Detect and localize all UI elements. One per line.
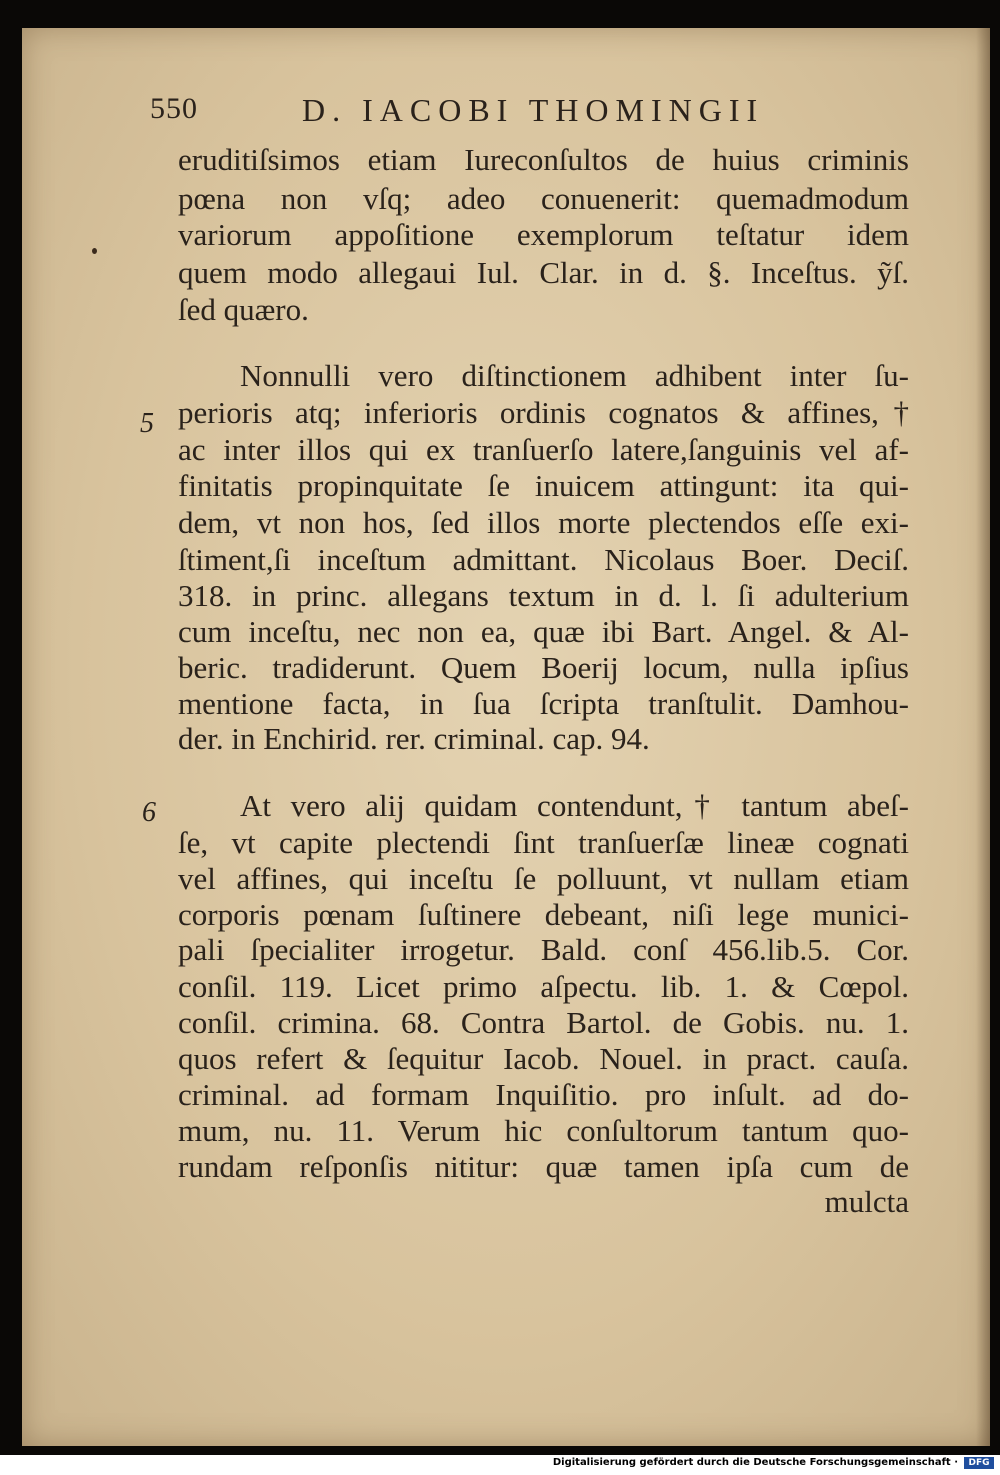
text-line: finitatis propinquitate ſe inuicem attingunt: ita qui-: [178, 468, 909, 503]
text-line: der. in Enchirid. rer. criminal. cap. 94.: [178, 721, 650, 756]
text-line: ſtiment,ſi inceſtum admittant. Nicolaus Boer. Deciſ.: [178, 542, 909, 577]
page-number: 550: [150, 92, 198, 125]
page-gutter-shadow: [976, 28, 990, 1446]
funding-credit: Digitalisierung gefördert durch die Deutsche Forschungsgemeinschaft ·: [552, 1457, 958, 1468]
running-title: D. IACOBI THOMINGII: [302, 92, 765, 128]
text-line: 318. in princ. allegans textum in d. l. ſi adulterium: [178, 578, 909, 613]
text-line: corporis pœnam ſuſtinere debeant, niſi lege munici-: [178, 897, 909, 932]
text-line: conſil. 119. Licet primo aſpectu. lib. 1. & Cœpol.: [178, 969, 909, 1004]
text-line: rundam reſponſis nititur: quæ tamen ipſa cum de: [178, 1149, 909, 1184]
text-line: cum inceſtu, nec non ea, quæ ibi Bart. Angel. & Al-: [178, 614, 909, 649]
text-line: ſe, vt capite plectendi ſint tranſuerſæ lineæ cognati: [178, 825, 909, 860]
text-line: mentione facta, in ſua ſcripta tranſtulit. Damhou-: [178, 686, 909, 721]
text-line: vel affines, qui inceſtu ſe polluunt, vt nullam etiam: [178, 861, 909, 896]
text-line: variorum appoſitione exemplorum teſtatur idem: [178, 217, 909, 252]
text-line: quem modo allegaui Iul. Clar. in d. §. Inceſtus. ỹſ.: [178, 255, 909, 290]
text-line: dem, vt non hos, ſed illos morte plectendos eſſe exi-: [178, 505, 909, 540]
paragraph-first-line: At vero alij quidam contendunt,† tantum abeſ-: [240, 788, 909, 823]
text-line: perioris atq; inferioris ordinis cognatos & affines,†: [178, 395, 909, 430]
paragraph-first-line: Nonnulli vero diſtinctionem adhibent inter ſu-: [240, 358, 909, 393]
margin-number-5: 5: [140, 408, 154, 439]
ink-speck: [92, 248, 97, 254]
text-line: quos refert & ſequitur Iacob. Nouel. in pract. cauſa.: [178, 1041, 909, 1076]
text-line: ac inter illos qui ex tranſuerſo latere,ſanguinis vel af-: [178, 432, 909, 467]
text-line: mum, nu. 11. Verum hic conſultorum tantum quo-: [178, 1113, 909, 1148]
text-line: beric. tradiderunt. Quem Boerij locum, nulla ipſius: [178, 650, 909, 685]
text-line: ſed quæro.: [178, 292, 309, 327]
margin-number-6: 6: [142, 797, 156, 828]
text-line: criminal. ad formam Inquiſitio. pro inſult. ad do-: [178, 1077, 909, 1112]
text-line: eruditiſsimos etiam Iureconſultos de huius criminis: [178, 142, 909, 177]
catchword: mulcta: [824, 1184, 909, 1219]
text-line: pœna non vſq; adeo conuenerit: quemadmodum: [178, 181, 909, 216]
text-line: pali ſpecialiter irrogetur. Bald. conſ 456.lib.5. Cor.: [178, 932, 909, 967]
dfg-logo-icon: DFG: [964, 1457, 994, 1469]
text-line: conſil. crimina. 68. Contra Bartol. de Gobis. nu. 1.: [178, 1005, 909, 1040]
